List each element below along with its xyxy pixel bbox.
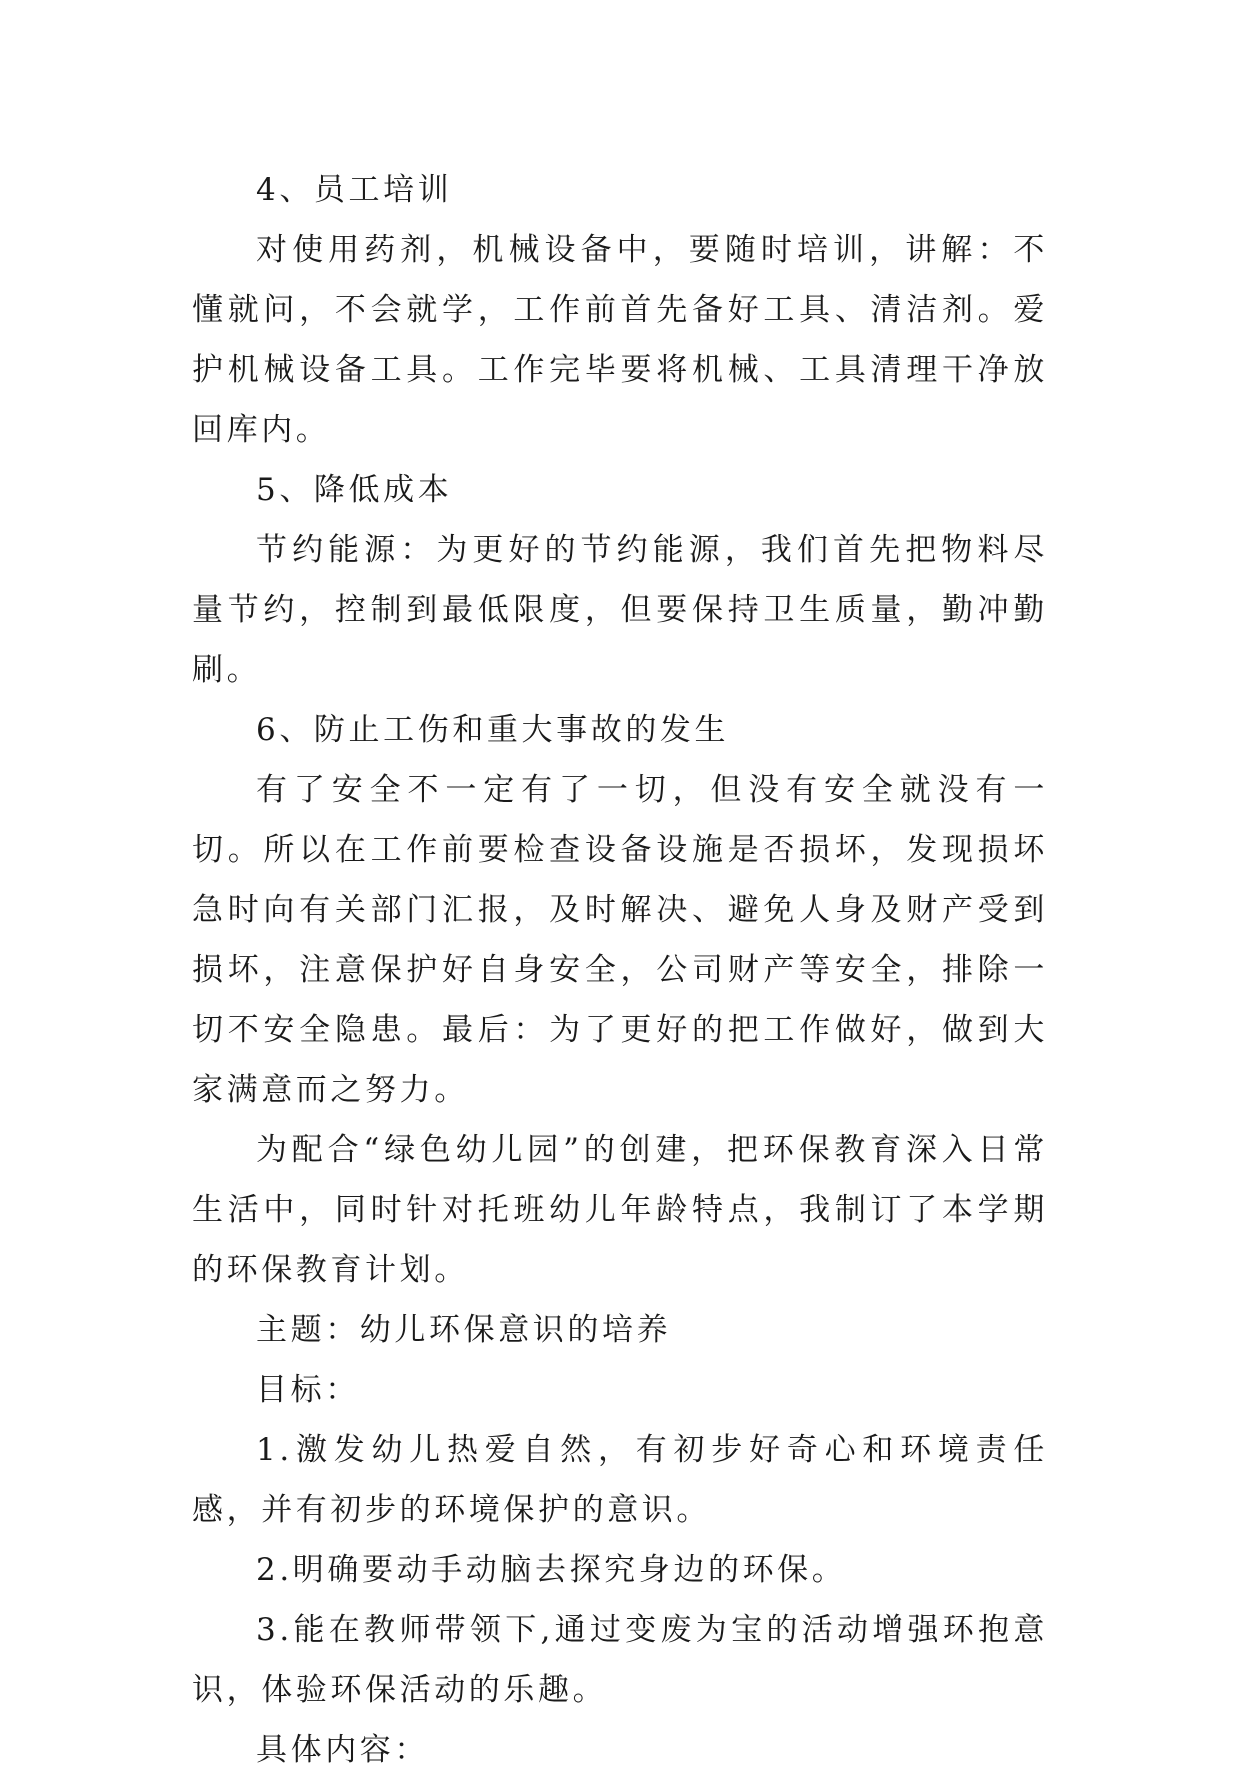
goal-item-2: 2.明确要动手动脑去探究身边的环保。 bbox=[256, 1552, 847, 1588]
goal-item-3: 3.能在教师带领下,通过变废为宝的活动增强环抱意识，体验环保活动的乐趣。 bbox=[192, 1612, 1048, 1708]
section-heading-reduce-cost: 5、降低成本 bbox=[256, 472, 453, 508]
paragraph-green-kindergarten: 为配合“绿色幼儿园”的创建，把环保教育深入日常生活中，同时针对托班幼儿年龄特点，我制订了本学期的环保教育计划。 bbox=[192, 1132, 1048, 1288]
section-heading-staff-training: 4、员工培训 bbox=[256, 172, 453, 208]
document-body bbox=[192, 160, 1048, 1780]
paragraph-staff-training: 对使用药剂，机械设备中，要随时培训，讲解：不懂就问，不会就学，工作前首先备好工具、清洁剂。爱护机械设备工具。工作完毕要将机械、工具清理干净放回库内。 bbox=[192, 232, 1048, 448]
goal-item-1: 1.激发幼儿热爱自然，有初步好奇心和环境责任感，并有初步的环境保护的意识。 bbox=[192, 1432, 1048, 1528]
paragraph-goals-label: 目标： bbox=[256, 1372, 360, 1408]
paragraph-safety: 有了安全不一定有了一切，但没有安全就没有一切。所以在工作前要检查设备设施是否损坏，发现损坏急时向有关部门汇报，及时解决、避免人身及财产受到损坏，注意保护好自身安全，公司财产等安全，排除一切不安全隐患。最后：为了更好的把工作做好，做到大家满意而之努力。 bbox=[192, 772, 1048, 1108]
paragraph-content-label: 具体内容： bbox=[256, 1732, 429, 1768]
section-heading-prevent-accidents: 6、防止工伤和重大事故的发生 bbox=[256, 712, 730, 748]
paragraph-theme: 主题：幼儿环保意识的培养 bbox=[256, 1312, 672, 1348]
paragraph-save-energy: 节约能源：为更好的节约能源，我们首先把物料尽量节约，控制到最低限度，但要保持卫生质量，勤冲勤刷。 bbox=[192, 532, 1048, 688]
